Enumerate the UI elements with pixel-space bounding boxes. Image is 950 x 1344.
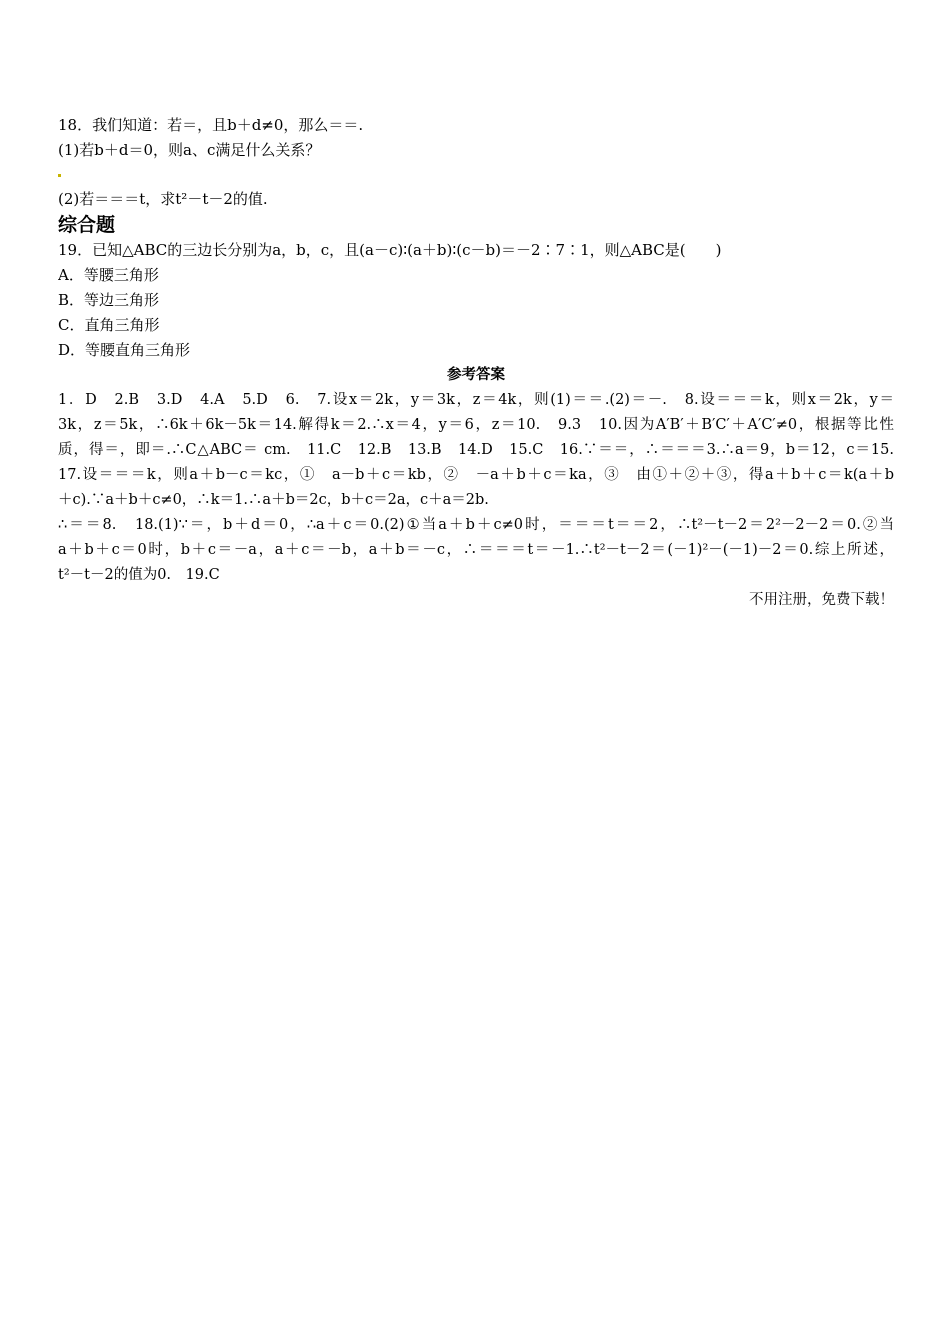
q19-option-d: D．等腰直角三角形 [58, 341, 191, 359]
q18-stem: 18．我们知道：若＝，且b＋d≠0，那么＝＝. [58, 116, 364, 134]
section-title: 综合题 [58, 214, 116, 236]
spacer [58, 163, 894, 187]
answer-line: ∴＝＝8. 18.(1)∵＝，b＋d＝0，∴a＋c＝0.(2)①当a＋b＋c≠0时，＝＝＝t＝＝2，∴t²－t－2＝2²－2－2＝0.②当 [58, 517, 894, 533]
answer-line: 3k，z＝5k，∴6k＋6k－5k＝14.解得k＝2.∴x＝4，y＝6，z＝10. 9.3 10.因为A′B′＋B′C′＋A′C′≠0，根据等比性 [58, 417, 894, 433]
q19-option-b: B．等边三角形 [58, 291, 160, 309]
answer-line: 17.设＝＝＝k，则a＋b－c＝kc，① a－b＋c＝kb，② －a＋b＋c＝ka，③ 由①＋②＋③，得a＋b＋c＝k(a＋b [58, 467, 894, 483]
q19-stem: 19．已知△ABC的三边长分别为a，b，c，且(a－c)∶(a＋b)∶(c－b)＝－2∶7∶1，则△ABC是( ) [58, 241, 722, 259]
answer-line: t²－t－2的值为0. 19.C [58, 567, 220, 583]
answer-line: ＋c).∵a＋b＋c≠0，∴k＝1.∴a＋b＝2c，b＋c＝2a，c＋a＝2b. [58, 492, 489, 508]
answer-line: 1．D 2.B 3.D 4.A 5.D 6. 7.设x＝2k，y＝3k，z＝4k，则(1)＝＝.(2)＝－. 8.设＝＝＝k，则x＝2k，y＝ [58, 392, 894, 408]
answer-line: 质，得＝，即＝.∴C△ABC＝ cm. 11.C 12.B 13.B 14.D 15.C 16.∵＝＝，∴＝＝＝3.∴a＝9，b＝12，c＝15. [58, 442, 894, 458]
answers-title: 参考答案 [447, 367, 505, 383]
q18-part2: (2)若＝＝＝t，求t²－t－2的值. [58, 190, 268, 208]
marker-dot [58, 174, 61, 177]
q19-option-a: A．等腰三角形 [58, 266, 159, 284]
q18-part1: (1)若b＋d＝0，则a、c满足什么关系？ [58, 141, 321, 159]
answer-line: a＋b＋c＝0时，b＋c＝－a，a＋c＝－b，a＋b＝－c，∴＝＝＝t＝－1.∴t²－t－2＝(－1)²－(－1)－2＝0.综上所述， [58, 542, 894, 558]
q19-option-c: C．直角三角形 [58, 316, 160, 334]
document-page [58, 113, 894, 613]
footer-note: 不用注册，免费下载！ [749, 592, 894, 608]
